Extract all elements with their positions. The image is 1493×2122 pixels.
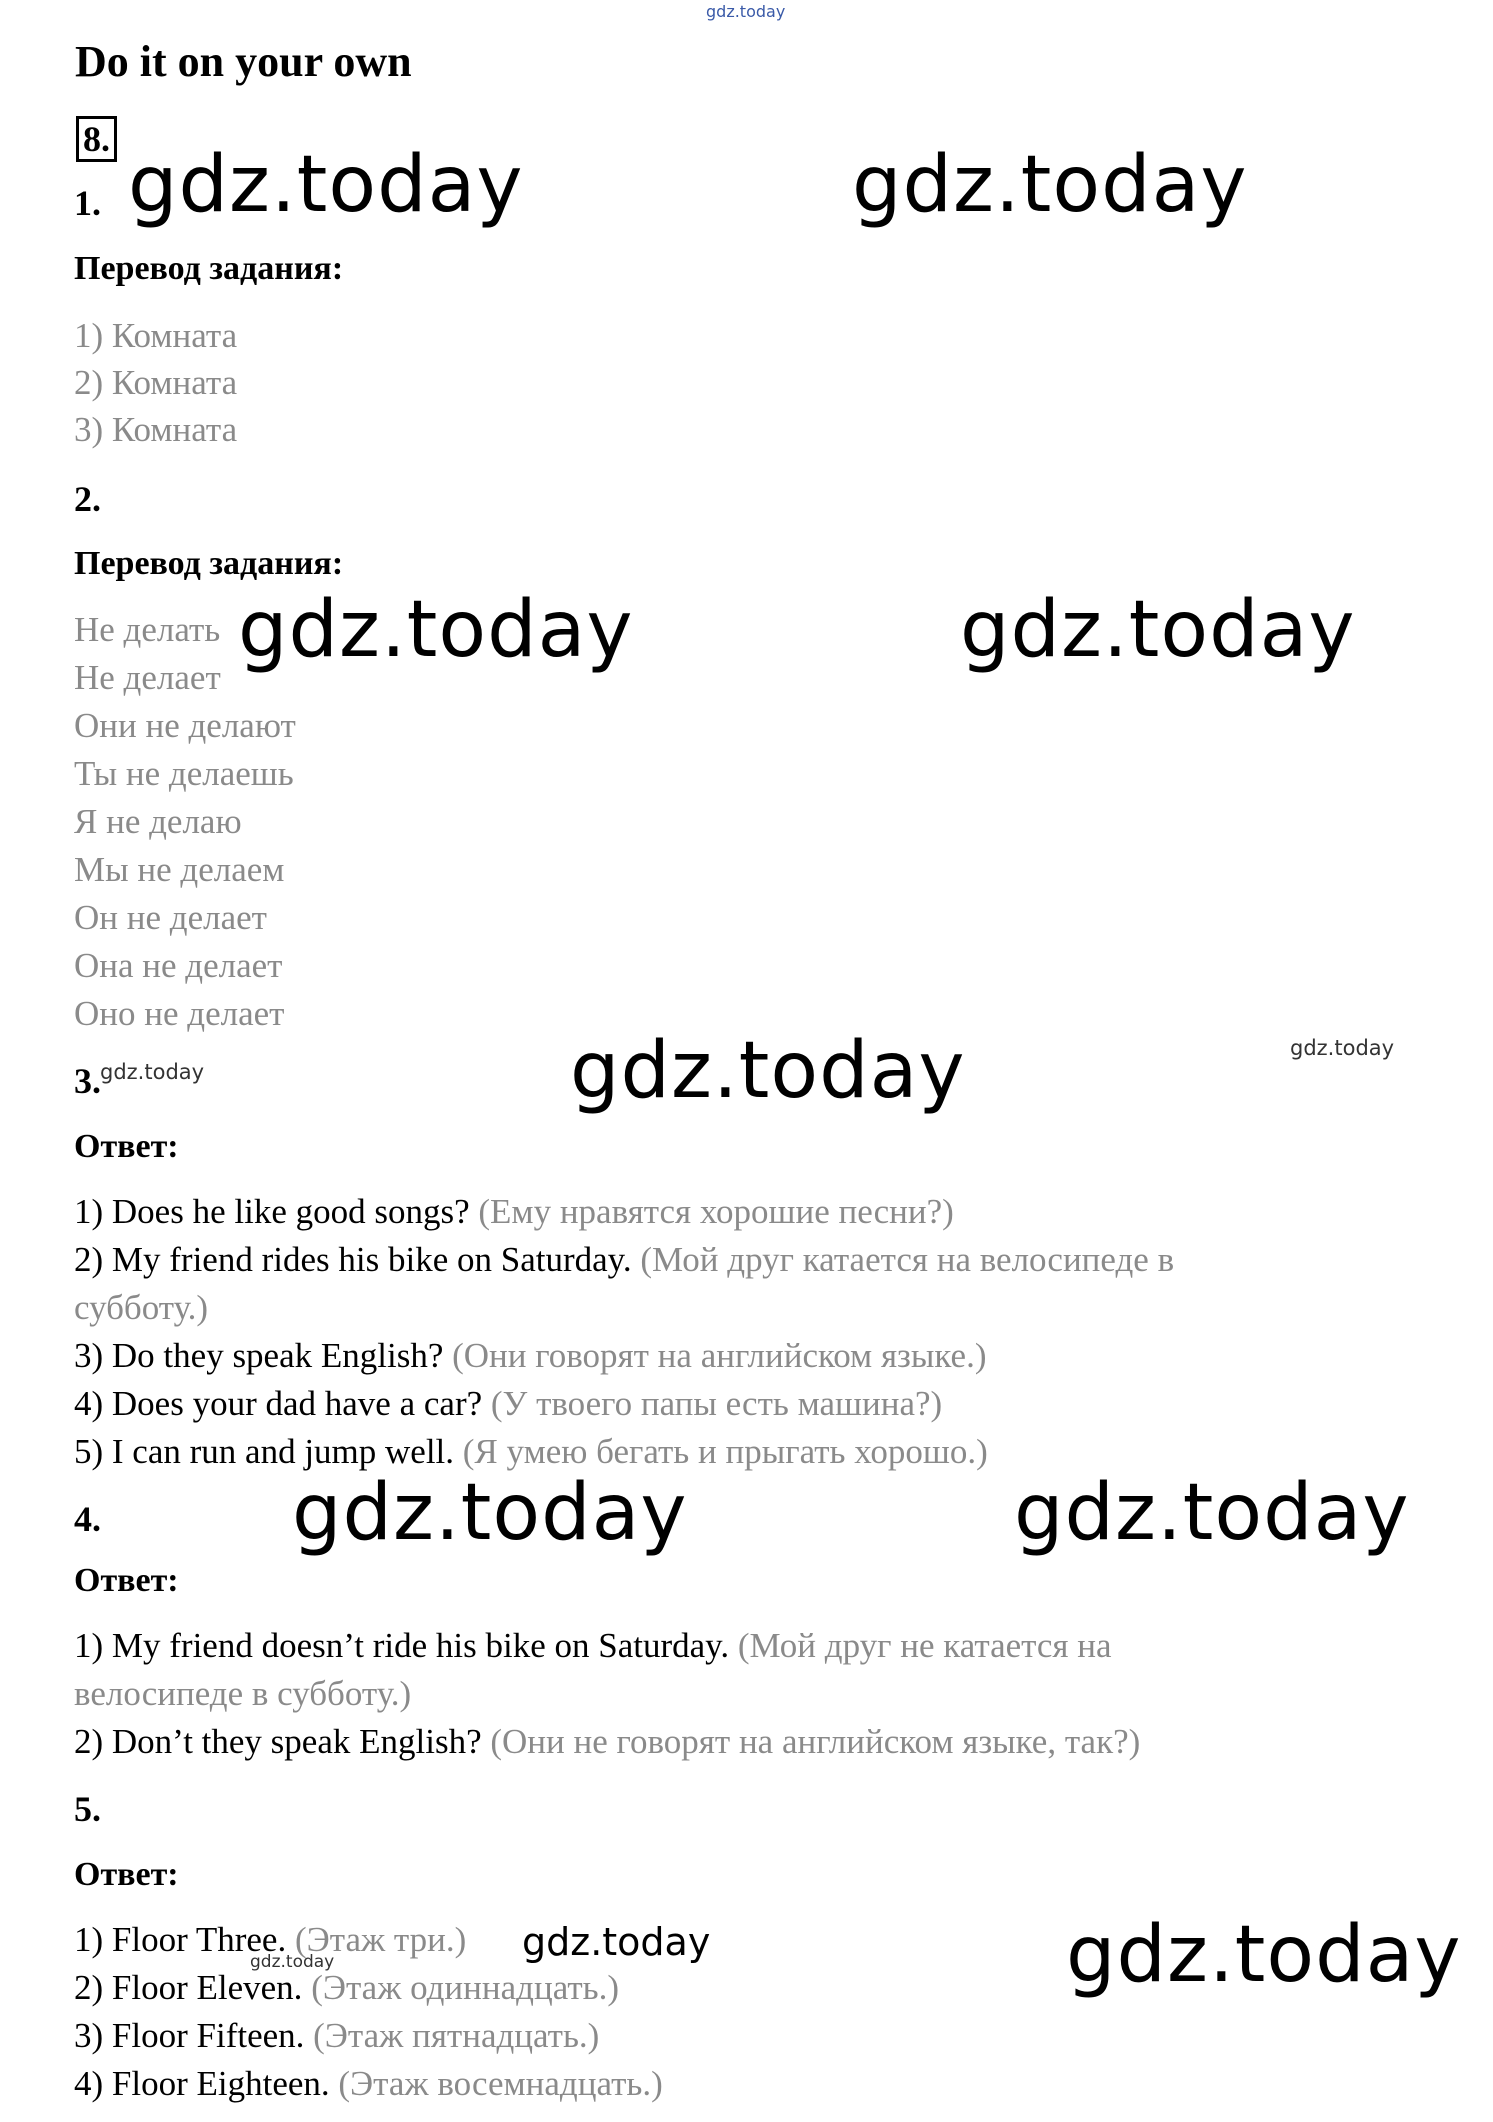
watermark: gdz.today — [1014, 1468, 1410, 1558]
answer-english: 2) Don’t they speak English? — [74, 1722, 482, 1761]
watermark: gdz.today — [570, 1026, 966, 1116]
answer-line — [74, 1722, 1140, 1762]
answer-english: 2) My friend rides his bike on Saturday. — [74, 1240, 632, 1279]
watermark: gdz.today — [238, 585, 634, 675]
top-watermark: gdz.today — [706, 2, 786, 21]
section-1-line: 1) Комната — [74, 316, 238, 355]
answer-english: 1) My friend doesn’t ride his bike on Saturday. — [74, 1626, 730, 1665]
answer-translation-cont: велосипеде в субботу.) — [74, 1674, 412, 1713]
answer-translation: (Они говорят на английском языке.) — [452, 1336, 987, 1375]
section-2-line: Не делать — [74, 610, 221, 649]
section-1-heading: Перевод задания: — [74, 250, 344, 287]
section-1-line: 2) Комната — [74, 363, 238, 402]
section-2-line: Мы не делаем — [74, 850, 285, 889]
answer-english: 2) Floor Eleven. — [74, 1968, 303, 2007]
answer-translation: (Этаж пятнадцать.) — [313, 2016, 600, 2055]
section-5-heading: Ответ: — [74, 1856, 179, 1893]
section-2-line: Ты не делаешь — [74, 754, 294, 793]
answer-translation: (Ему нравятся хорошие песни?) — [478, 1192, 954, 1231]
answer-line — [74, 2064, 663, 2104]
answer-english: 5) I can run and jump well. — [74, 1432, 455, 1471]
section-2-line: Она не делает — [74, 946, 283, 985]
watermark-medium: gdz.today — [522, 1920, 711, 1964]
answer-english: 1) Does he like good songs? — [74, 1192, 470, 1231]
answer-translation: (Мой друг не катается на — [737, 1626, 1112, 1665]
answer-translation: (Этаж восемнадцать.) — [338, 2064, 663, 2103]
section-5-number: 5. — [74, 1789, 101, 1829]
watermark-small: gdz.today — [250, 1952, 335, 1972]
answer-line — [74, 1192, 954, 1232]
answer-line — [74, 1968, 619, 2008]
section-2-line: Оно не делает — [74, 994, 285, 1033]
section-1-number: 1. — [74, 183, 101, 223]
answer-line — [74, 1336, 986, 1376]
watermark-small: gdz.today — [100, 1060, 205, 1084]
watermark: gdz.today — [960, 585, 1356, 675]
section-1-line: 3) Комната — [74, 410, 238, 449]
section-2-number: 2. — [74, 479, 101, 519]
section-3-heading: Ответ: — [74, 1128, 179, 1165]
answer-line — [74, 1432, 988, 1472]
section-2-line: Они не делают — [74, 706, 296, 745]
exercise-number-box: 8. — [76, 116, 117, 162]
section-2-heading: Перевод задания: — [74, 545, 344, 582]
section-2-line: Я не делаю — [74, 802, 242, 841]
section-2-line: Не делает — [74, 658, 221, 697]
page-title: Do it on your own — [75, 37, 412, 86]
answer-line — [74, 1384, 942, 1424]
watermark: gdz.today — [852, 140, 1248, 230]
section-2-line: Он не делает — [74, 898, 267, 937]
answer-english: 3) Do they speak English? — [74, 1336, 444, 1375]
answer-line — [74, 1626, 1112, 1666]
answer-translation: (Этаж три.) — [294, 1920, 467, 1959]
answer-line — [74, 1240, 1174, 1280]
watermark-small: gdz.today — [1290, 1036, 1395, 1060]
answer-translation: (Они не говорят на английском языке, так?) — [490, 1722, 1141, 1761]
answer-translation: (У твоего папы есть машина?) — [490, 1384, 943, 1423]
answer-translation-cont: субботу.) — [74, 1288, 209, 1327]
section-4-heading: Ответ: — [74, 1562, 179, 1599]
watermark: gdz.today — [292, 1468, 688, 1558]
section-4-number: 4. — [74, 1499, 101, 1539]
answer-translation: (Этаж одиннадцать.) — [311, 1968, 619, 2007]
answer-english: 3) Floor Fifteen. — [74, 2016, 305, 2055]
section-3-number: 3. — [74, 1061, 101, 1101]
answer-translation: (Мой друг катается на велосипеде в — [640, 1240, 1175, 1279]
answer-line — [74, 2016, 599, 2056]
answer-english: 4) Does your dad have a car? — [74, 1384, 483, 1423]
answer-english: 4) Floor Eighteen. — [74, 2064, 330, 2103]
watermark: gdz.today — [128, 140, 524, 230]
answer-english: 1) Floor Three. — [74, 1920, 287, 1959]
answer-translation: (Я умею бегать и прыгать хорошо.) — [462, 1432, 988, 1471]
watermark: gdz.today — [1066, 1910, 1462, 2000]
